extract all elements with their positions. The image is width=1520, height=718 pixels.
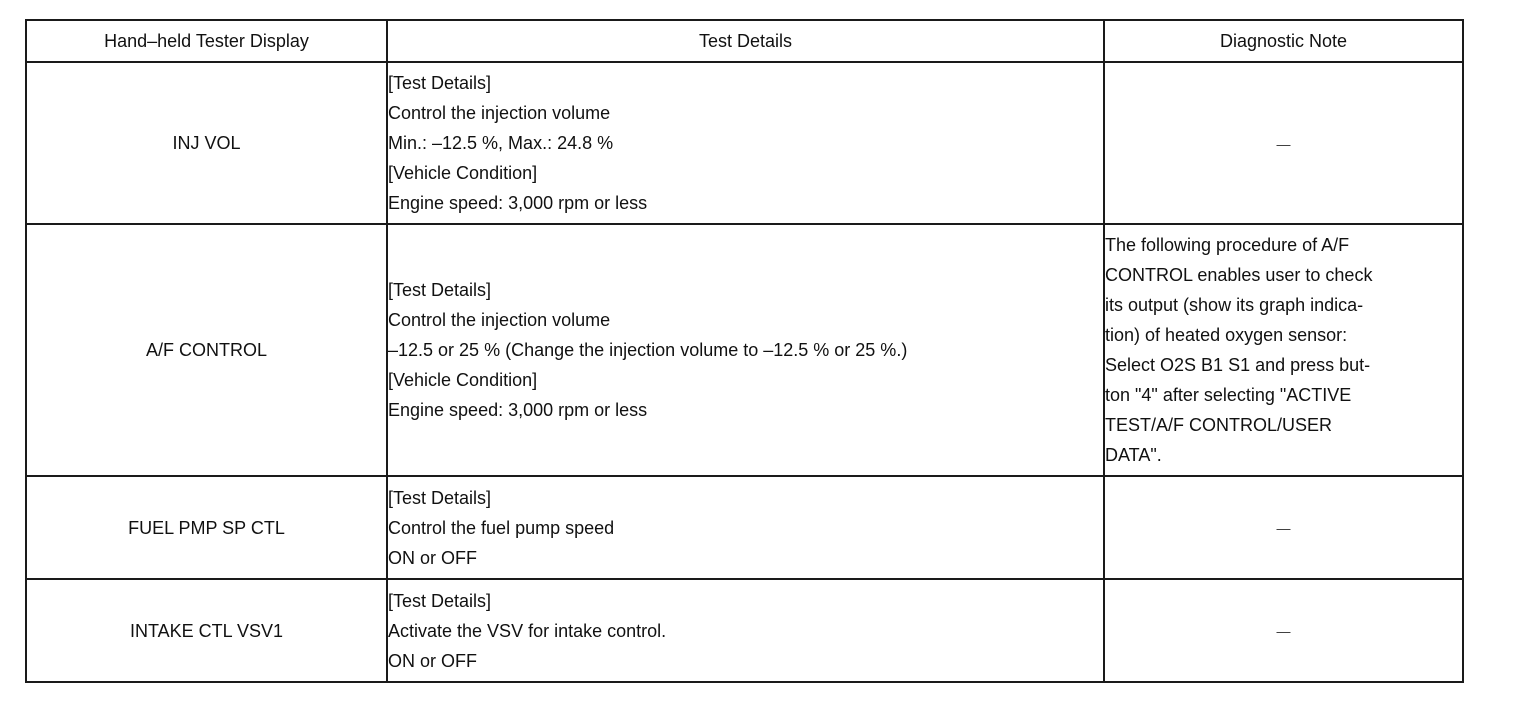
display-cell: FUEL PMP SP CTL — [26, 476, 387, 579]
details-line: [Vehicle Condition] — [388, 163, 538, 183]
header-details: Test Details — [387, 20, 1104, 62]
display-cell: INJ VOL — [26, 62, 387, 224]
note-dash: — — [1276, 135, 1291, 152]
details-line: –12.5 or 25 % (Change the injection volume to –12.5 % or 25 %.) — [388, 340, 908, 360]
details-cell — [387, 476, 1104, 579]
details-line: Engine speed: 3,000 rpm or less — [388, 193, 648, 213]
details-cell — [387, 579, 1104, 682]
details-line: [Test Details] — [388, 280, 492, 300]
table-row — [26, 579, 1463, 682]
details-line: Engine speed: 3,000 rpm or less — [388, 400, 648, 420]
details-line: ON or OFF — [388, 547, 477, 568]
details-cell — [387, 224, 1104, 476]
details-line: [Vehicle Condition] — [388, 370, 538, 390]
details-line: ON or OFF — [388, 650, 477, 671]
active-test-table — [25, 19, 1464, 683]
table-row — [26, 224, 1463, 476]
details-line: [Test Details] — [388, 487, 492, 508]
header-row — [26, 20, 1463, 62]
note-cell — [1104, 579, 1463, 682]
details-line: Control the fuel pump speed — [388, 517, 615, 538]
note-cell — [1104, 476, 1463, 579]
details-line: Control the injection volume — [388, 310, 611, 330]
header-note: Diagnostic Note — [1104, 20, 1463, 62]
note-dash: — — [1276, 520, 1291, 536]
header-display: Hand–held Tester Display — [26, 20, 387, 62]
details-line: Min.: –12.5 %, Max.: 24.8 % — [388, 133, 614, 153]
display-cell: A/F CONTROL — [26, 224, 387, 476]
note-dash: — — [1276, 623, 1291, 639]
note-cell — [1104, 62, 1463, 224]
note-cell — [1104, 224, 1463, 476]
table-row — [26, 476, 1463, 579]
details-cell — [387, 62, 1104, 224]
display-cell: INTAKE CTL VSV1 — [26, 579, 387, 682]
details-line: Activate the VSV for intake control. — [388, 620, 667, 641]
details-line: [Test Details] — [388, 590, 492, 611]
note-text: The following procedure of A/F CONTROL enables user to check its output (show its graph indica- tion) of heated oxygen sensor: Select O2S B1 S1 and press but- ton "4" after selecting "ACTIVE TEST/A/F CONTROL/USER DATA". — [1105, 235, 1373, 465]
details-line: [Test Details] — [388, 73, 492, 93]
table-row — [26, 62, 1463, 224]
details-line: Control the injection volume — [388, 103, 611, 123]
